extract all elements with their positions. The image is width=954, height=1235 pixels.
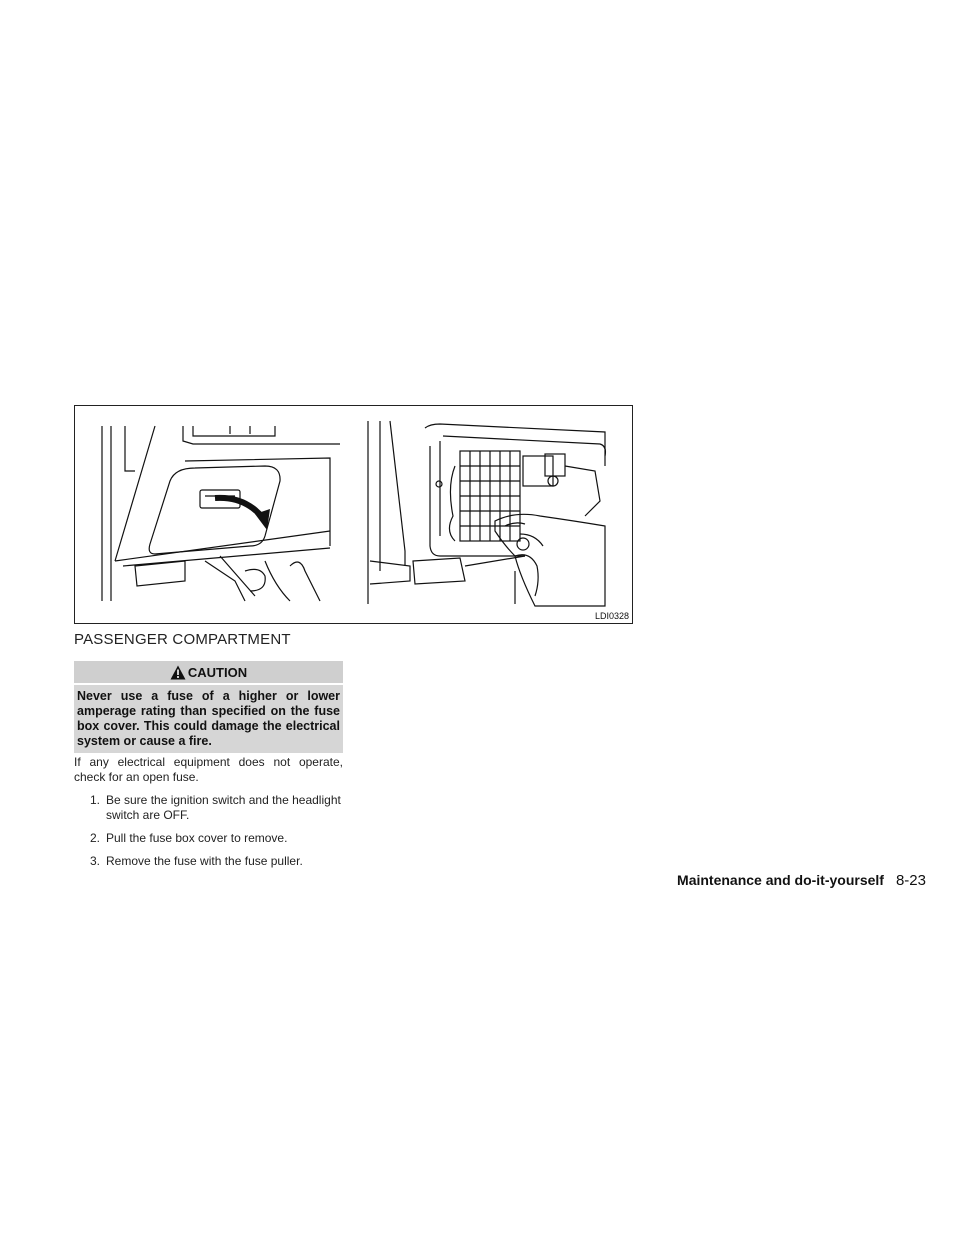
caution-header [74, 661, 343, 683]
fuse-box-illustration [74, 405, 633, 624]
warning-triangle-icon [170, 665, 186, 680]
intro-paragraph: If any electrical equipment does not operate, check for an open fuse. [74, 755, 343, 784]
step-text: Be sure the ignition switch and the headlight switch are OFF. [106, 793, 341, 822]
step-text: Pull the fuse box cover to remove. [106, 831, 288, 845]
page-footer [677, 872, 926, 889]
step-number: 1. [89, 793, 100, 807]
caution-text: Never use a fuse of a higher or lower amperage rating than specified on the fuse box cover. This could damage the electrical system or cause a fire. [74, 685, 343, 753]
figure-code: LDI0328 [594, 611, 629, 621]
list-item [74, 831, 343, 846]
page-number: 8-23 [895, 872, 926, 889]
fuse-box-drawing [75, 406, 632, 623]
steps-list [74, 793, 343, 877]
step-number: 3. [89, 854, 100, 868]
caution-box [74, 661, 343, 753]
list-item [74, 854, 343, 869]
step-number: 2. [89, 831, 100, 845]
list-item [74, 793, 343, 823]
footer-section-title: Maintenance and do-it-yourself [677, 872, 884, 888]
step-text: Remove the fuse with the fuse puller. [106, 854, 303, 868]
caution-heading: CAUTION [187, 664, 248, 680]
section-title: PASSENGER COMPARTMENT [74, 631, 291, 648]
